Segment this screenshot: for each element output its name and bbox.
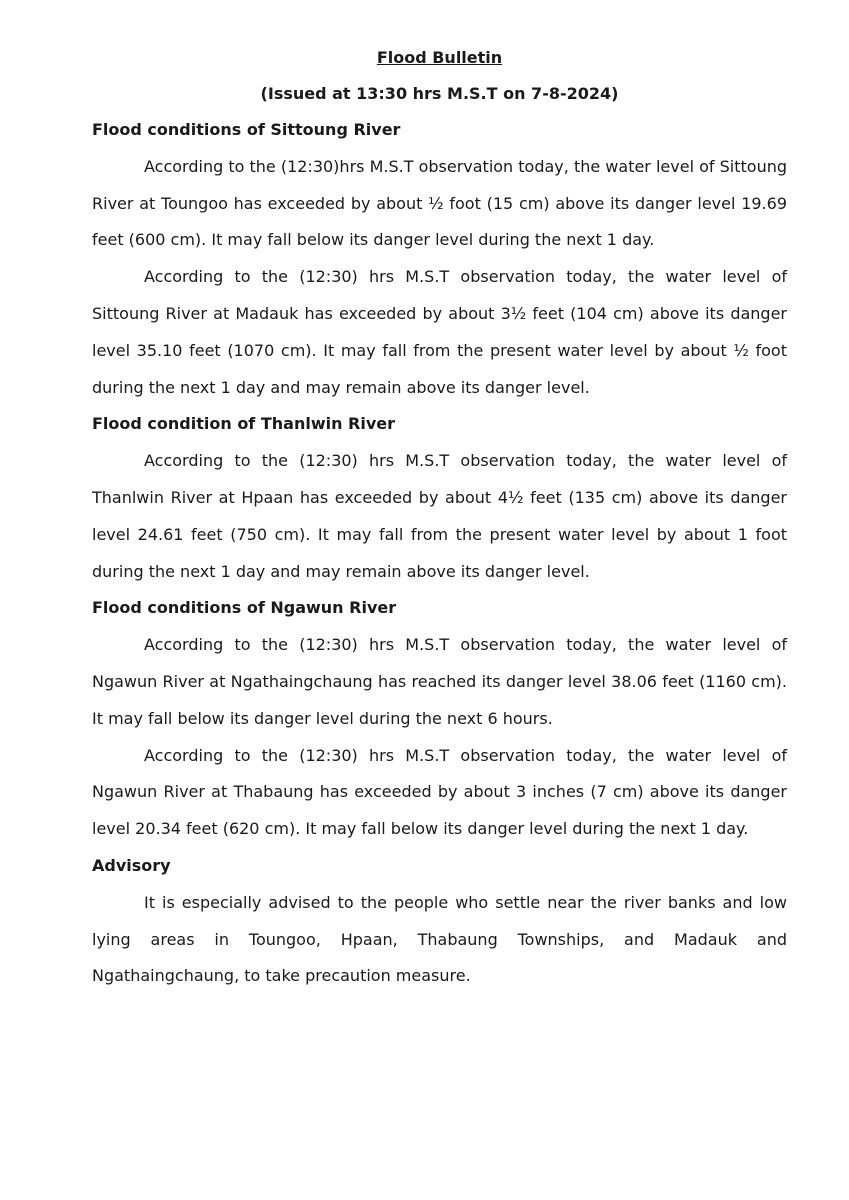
section-heading: Flood conditions of Ngawun River [92, 598, 397, 618]
section-thanlwin-river [92, 406, 787, 590]
section-advisory [92, 848, 787, 995]
section-heading: Flood conditions of Sittoung River [92, 120, 401, 139]
section-heading: Flood condition of Thanlwin River [92, 414, 396, 434]
paragraph-hpaan: According to the (12:30) hrs M.S.T observation today, the water level of Thanlwin River at Hpaan has exceeded by about 4½ feet (135 cm) above its danger level 24.61 feet (750 cm). It may fall from the present water level by about 1 foot during the next 1 day and may remain above its danger level. [92, 451, 787, 581]
bulletin-issue-time: (Issued at 13:30 hrs M.S.T on 7-8-2024) [260, 84, 619, 103]
section-sittoung-river [92, 112, 787, 406]
paragraph-madauk: According to the (12:30) hrs M.S.T observation today, the water level of Sittoung River at Madauk has exceeded by about 3½ feet (104 cm) above its danger level 35.10 feet (1070 cm). It may fall from the present water level by about ½ foot during the next 1 day and may remain above its danger level. [92, 267, 787, 397]
section-ngawun-river [92, 590, 787, 848]
bulletin-title: Flood Bulletin [376, 48, 503, 67]
section-heading: Advisory [92, 855, 171, 875]
paragraph-advisory: It is especially advised to the people who settle near the river banks and low lying areas in Toungoo, Hpaan, Thabaung Townships, and Madauk and Ngathaingchaung, to take precaution measure. [92, 892, 787, 986]
paragraph-ngathaingchaung: According to the (12:30) hrs M.S.T observation today, the water level of Ngawun River at Ngathaingchaung has reached its danger level 38.06 feet (1160 cm). It may fall below its danger level during the next 6 hours. [92, 635, 787, 728]
paragraph-thabaung: According to the (12:30) hrs M.S.T observation today, the water level of Ngawun River at Thabaung has exceeded by about 3 inches (7 cm) above its danger level 20.34 feet (620 cm). It may fall below its danger level during the next 1 day. [92, 745, 787, 839]
paragraph-toungoo: According to the (12:30)hrs M.S.T observation today, the water level of Sittoung River at Toungoo has exceeded by about ½ foot (15 cm) above its danger level 19.69 feet (600 cm). It may fall below its danger level during the next 1 day. [92, 156, 787, 250]
